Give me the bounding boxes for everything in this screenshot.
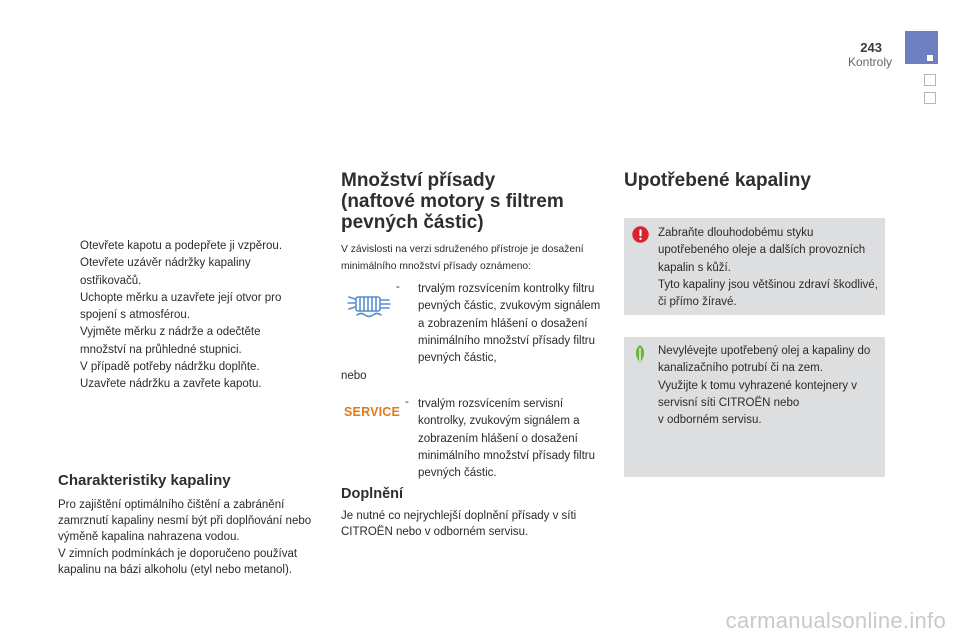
additive-quantity-intro: V závislosti na verzi sdruženého přístroje je dosažení minimálního množství přísady oznámeno: [341,244,584,272]
chapter-tab-2[interactable] [924,74,936,86]
particle-filter-warning-icon [345,292,393,320]
refill-text: Je nutné co nejrychlejší doplnění přísady v síti CITROËN nebo v odborném servisu. [341,510,577,539]
step-text: Otevřete uzávěr nádržky kapaliny ostřikovačů. [80,257,251,287]
environment-leaf-icon [633,344,647,364]
or-text: nebo [341,370,367,382]
list-item [58,290,308,325]
list-item [58,324,308,359]
list-item [58,238,308,255]
step-text: Otevřete kapotu a podepřete ji vzpěrou. [80,240,283,252]
chapter-tab-marker [927,55,933,61]
indicator-option-1-text: trvalým rozsvícením kontrolky filtru pevných částic, zvukovým signálem a zobrazením hlášení o dosažení minimálního množství přísady filtru pevných částic, [418,283,601,365]
chapter-tab-3[interactable] [924,92,936,104]
list-item [58,255,308,290]
list-item [58,376,308,393]
list-dash: - [405,396,409,408]
fluid-characteristics-heading: Charakteristiky kapaliny [58,472,231,489]
service-warning-icon: SERVICE [344,405,401,419]
section-name: Kontroly [847,55,892,69]
list-item [58,359,308,376]
page-number: 243 [860,40,882,55]
warning-note-text: Zabraňte dlouhodobému styku upotřebeného oleje a dalších provozních kapalin s kůží. Tyto kapaliny jsou většinou zdraví škodlivé, či přímo žíravé. [658,227,878,309]
step-text: Uzavřete nádržku a zavřete kapotu. [80,378,262,391]
additive-quantity-heading: Množství přísady (naftové motory s filtrem pevných částic) [341,170,564,233]
check-steps-list [58,238,308,394]
environment-note-text: Nevylévejte upotřebený olej a kapaliny do kanalizačního potrubí či na zem. Využijte k tomu vyhrazené kontejnery v servisní síti CITROËN nebo v odborném servisu. [658,345,871,427]
chapter-tab-active[interactable] [905,31,938,64]
fluid-characteristics-text: Pro zajištění optimálního čištění a zabránění zamrznutí kapaliny nesmí být při doplňování nebo výměně kapalina nahrazena vodou. V zimních podmínkách je doporučeno používat kapalinu na bázi alkoholu (etyl nebo metanol). [58,499,312,576]
warning-exclamation-icon [632,226,649,243]
step-text: Uchopte měrku a uzavřete její otvor pro spojení s atmosférou. [80,291,282,322]
step-text: V případě potřeby nádržku doplňte. [80,361,260,374]
used-fluids-heading: Upotřebené kapaliny [624,170,811,191]
refill-heading: Doplnění [341,486,404,502]
list-dash: - [396,281,400,293]
watermark: carmanualsonline.info [725,608,946,633]
indicator-option-2-text: trvalým rozsvícením servisní kontrolky, zvukovým signálem a zobrazením hlášení o dosažení minimálního množství přísady filtru pevných částic. [418,398,596,480]
step-text: Vyjměte měrku z nádrže a odečtěte množství na průhledné stupnici. [80,326,261,356]
